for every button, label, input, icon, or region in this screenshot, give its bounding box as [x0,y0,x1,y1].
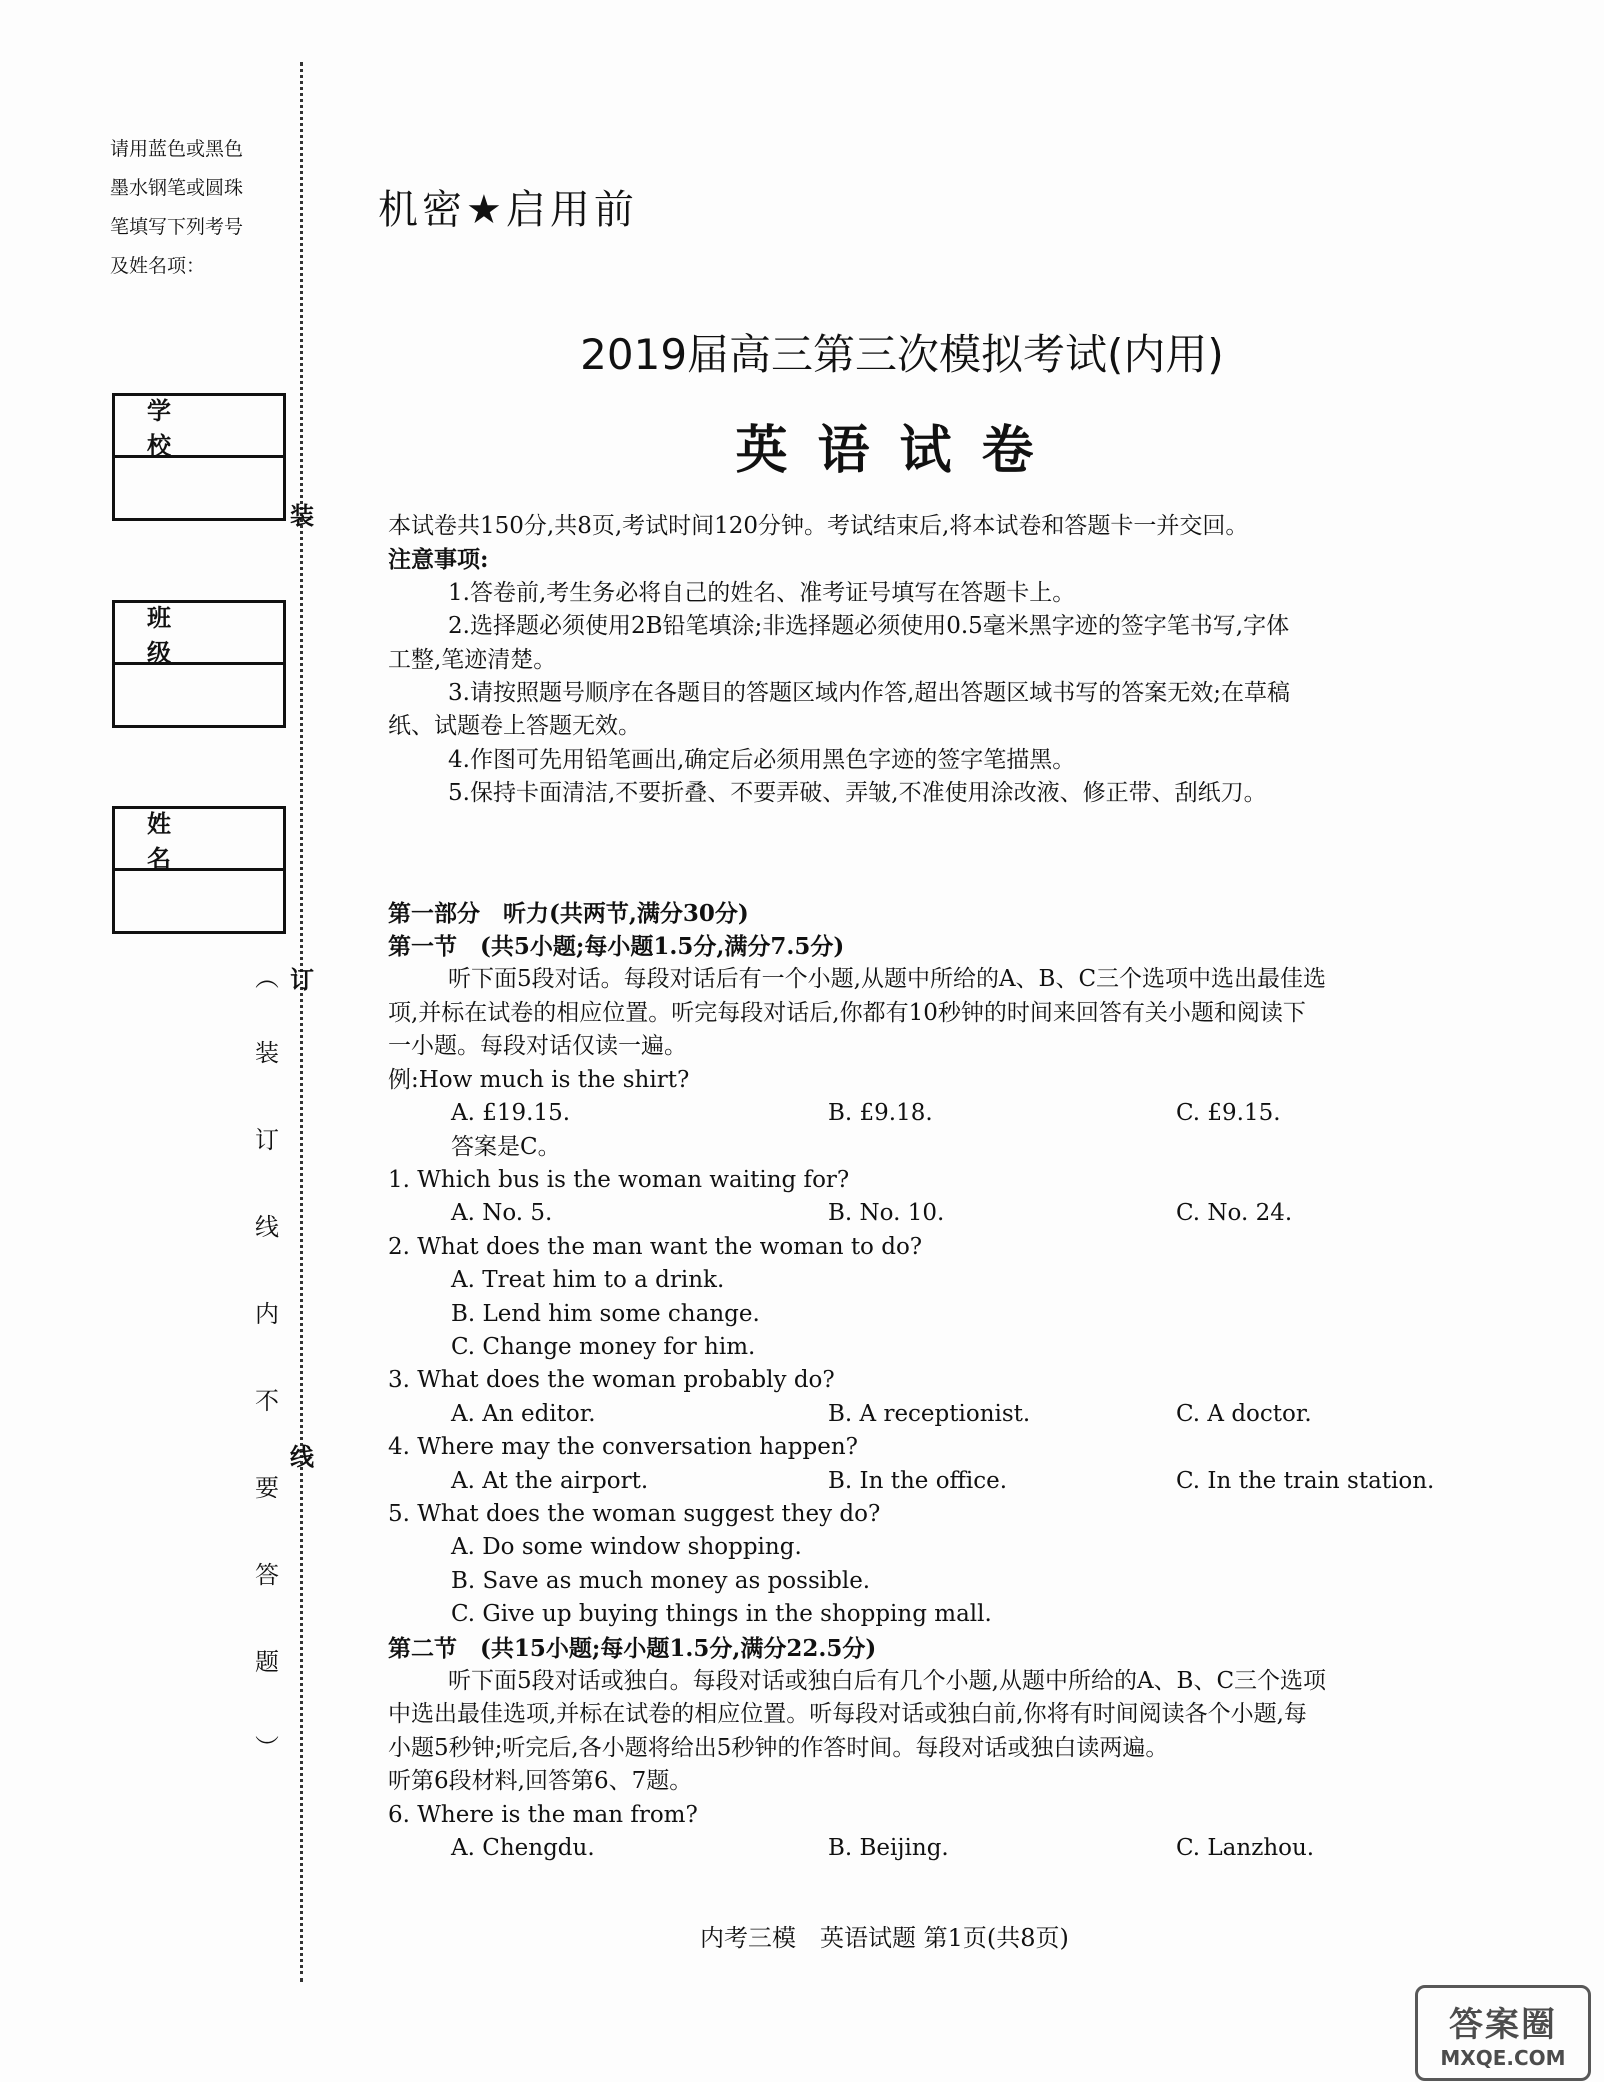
vertical-note-char: 装 [255,1039,279,1067]
page-footer: 内考三模 英语试题 第1页(共8页) [700,1924,1069,1952]
option: C. In the train station. [1176,1467,1435,1494]
question-options [388,1832,1568,1865]
question-options [388,1398,1568,1431]
option: C. A doctor. [1176,1400,1312,1427]
option: A. Treat him to a drink. [451,1267,725,1294]
name-input-area[interactable] [115,871,283,931]
section1-directions: 听下面5段对话。每段对话后有一个小题,从题中所给的A、B、C三个选项中选出最佳选 [448,966,1327,993]
field-label: 班 级 [115,603,283,665]
confidential-mark: 机密★启用前 [378,187,638,233]
field-label: 姓 名 [115,809,283,871]
notes-heading: 注意事项: [388,546,489,574]
binding-mark-ding: 订 [290,965,314,994]
option: C. No. 24. [1176,1200,1293,1227]
section2-directions: 听下面5段对话或独白。每段对话或独白后有几个小题,从题中所给的A、B、C三个选项 [448,1668,1327,1694]
exam-intro: 本试卷共150分,共8页,考试时间120分钟。考试结束后,将本试卷和答题卡一并交回。 [388,513,1249,539]
vertical-note-char: 内 [255,1300,279,1328]
option: C. Lanzhou. [1176,1835,1315,1862]
option: A. Chengdu. [451,1835,595,1862]
note-item: 工整,笔迹清楚。 [388,646,557,673]
option: B. Beijing. [828,1835,949,1862]
question-options [388,1197,1568,1230]
field-label: 学 校 [115,396,283,458]
vertical-note-char: 线 [255,1213,279,1241]
instruction-line: 请用蓝色或黑色 [110,138,244,160]
option: B. Save as much money as possible. [451,1567,871,1594]
note-item: 5.保持卡面清洁,不要折叠、不要弄破、弄皱,不准使用涂改液、修正带、刮纸刀。 [448,780,1267,807]
class-field[interactable] [112,600,286,728]
section1-directions: 项,并标在试卷的相应位置。听完每段对话后,你都有10秒钟的时间来回答有关小题和阅读下 [388,999,1306,1026]
note-item: 1.答卷前,考生务必将自己的姓名、准考证号填写在答题卡上。 [448,579,1076,606]
option: A. At the airport. [451,1467,649,1494]
option: C. £9.15. [1176,1100,1281,1127]
binding-instructions [110,130,280,286]
section2-directions: 小题5秒钟;听完后,各小题将给出5秒钟的作答时间。每段对话或独白读两遍。 [388,1734,1169,1761]
vertical-note-char: 题 [255,1648,279,1676]
exam-body [388,510,1568,1865]
instruction-line: 墨水钢笔或圆珠 [110,177,244,199]
note-item: 纸、试题卷上答题无效。 [388,713,641,740]
example-options [388,1097,1568,1130]
option: A. £19.15. [451,1100,571,1127]
material-instruction: 听第6段材料,回答第6、7题。 [388,1768,693,1795]
watermark-text: 答案圈 [1449,2004,1557,2045]
note-item: 2.选择题必须使用2B铅笔填涂;非选择题必须使用0.5毫米黑字迹的签字笔书写,字体 [448,613,1290,640]
section1-directions: 一小题。每段对话仅读一遍。 [388,1033,687,1060]
section2-directions: 中选出最佳选项,并标在试卷的相应位置。听每段对话或独白前,你将有时间阅读各个小题,每 [388,1701,1307,1728]
exam-title: 2019届高三第三次模拟考试(内用) [580,330,1224,379]
question: 2. What does the man want the woman to do? [388,1233,923,1260]
exam-subject: 英语试卷 [735,421,1064,481]
note-item: 3.请按照题号顺序在各题目的答题区域内作答,超出答题区域书写的答案无效;在草稿 [448,680,1291,707]
question: 1. Which bus is the woman waiting for? [388,1166,850,1193]
option: B. No. 10. [828,1200,945,1227]
question-options [388,1465,1568,1498]
option: A. No. 5. [451,1200,553,1227]
binding-mark-xian: 线 [290,1442,314,1471]
question: 4. Where may the conversation happen? [388,1434,858,1461]
vertical-note-char: 订 [255,1126,279,1154]
option: A. Do some window shopping. [451,1534,802,1561]
option: C. Change money for him. [451,1333,756,1360]
name-field[interactable] [112,806,286,934]
option: B. A receptionist. [828,1400,1031,1427]
part1-heading: 第一部分 听力(共两节,满分30分) [388,899,749,927]
section1-heading: 第一节 (共5小题;每小题1.5分,满分7.5分) [388,933,845,961]
option: A. An editor. [451,1400,596,1427]
instruction-line: 笔填写下列考号 [110,216,244,238]
vertical-note-char: 答 [255,1561,279,1589]
section2-heading: 第二节 (共15小题;每小题1.5分,满分22.5分) [388,1634,877,1662]
vertical-note-char: 不 [255,1387,279,1415]
option: B. £9.18. [828,1100,933,1127]
watermark-logo [1415,1985,1591,2081]
example-question: 例:How much is the shirt? [388,1066,690,1093]
question: 3. What does the woman probably do? [388,1367,835,1394]
vertical-note-char: ︶ [255,1734,279,1762]
binding-mark-zhuang: 装 [290,501,314,530]
instruction-line: 及姓名项： [110,255,206,277]
question: 6. Where is the man from? [388,1801,698,1828]
vertical-note-char: 要 [255,1474,279,1502]
example-answer: 答案是C。 [451,1133,561,1160]
class-input-area[interactable] [115,665,283,725]
watermark-url: MXQE.COM [1440,2045,1566,2070]
option: B. In the office. [828,1467,1008,1494]
vertical-note-char: ︵ [255,964,279,992]
option: B. Lend him some change. [451,1300,760,1327]
note-item: 4.作图可先用铅笔画出,确定后必须用黑色字迹的签字笔描黑。 [448,746,1076,773]
option: C. Give up buying things in the shopping mall. [451,1601,992,1628]
question: 5. What does the woman suggest they do? [388,1500,881,1527]
